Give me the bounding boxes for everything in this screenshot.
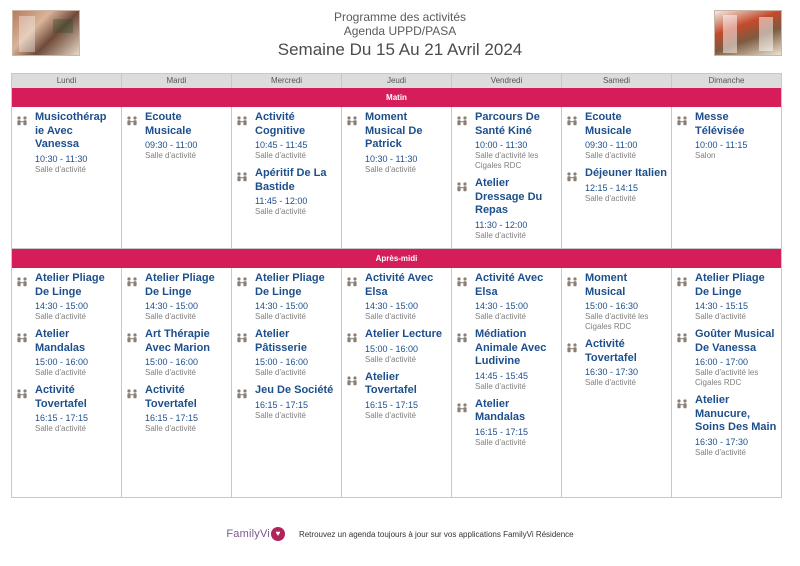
activity-location: Salle d'activité	[585, 193, 636, 203]
activity-item[interactable]	[126, 384, 227, 434]
day-cell	[122, 107, 232, 248]
activity-item[interactable]	[236, 328, 337, 378]
page-header	[150, 10, 650, 61]
activity-item[interactable]	[566, 167, 667, 204]
day-cell	[232, 107, 342, 248]
day-cell	[342, 107, 452, 248]
day-header: Dimanche	[708, 76, 745, 85]
day-cell	[452, 268, 562, 497]
activity-time: 15:00 - 16:00	[255, 357, 309, 367]
activity-title: Activité Cognitive	[255, 111, 306, 137]
people-group-icon	[566, 340, 578, 350]
activity-location: Salle d'activité	[145, 368, 196, 377]
day-cell	[562, 268, 672, 497]
people-group-icon	[346, 113, 358, 123]
people-group-icon	[126, 330, 138, 340]
activity-time: 10:30 - 11:30	[365, 153, 418, 164]
activity-location: Salle d'activité	[35, 368, 86, 377]
people-group-icon	[236, 113, 248, 123]
activity-location: Salle d'activité	[145, 312, 196, 321]
activity-title: Ecoute Musicale	[585, 111, 632, 137]
day-cell	[232, 268, 342, 497]
activity-item[interactable]	[126, 328, 227, 378]
familyvi-logo	[226, 527, 285, 541]
activity-location: Salle d'activité	[255, 410, 306, 420]
activity-time: 11:30 - 12:00	[475, 219, 528, 230]
activity-time: 11:45 - 12:00	[255, 196, 308, 206]
activity-title: Déjeuner Italien	[585, 167, 667, 179]
activity-location: Salle d'activité	[585, 151, 636, 160]
activity-title: Atelier Pliage De Linge	[255, 272, 325, 298]
people-group-icon	[16, 330, 28, 340]
people-group-icon	[236, 169, 248, 179]
day-cell	[122, 268, 232, 497]
activity-item[interactable]	[236, 384, 337, 421]
agenda-subtitle: Agenda UPPD/PASA	[343, 24, 457, 38]
activity-time: 16:15 - 17:15	[475, 426, 529, 437]
people-group-icon	[126, 386, 138, 396]
activity-item[interactable]	[16, 272, 117, 322]
activity-location: Salle d'activité les Cigales RDC	[585, 312, 649, 331]
people-group-icon	[456, 330, 468, 340]
activity-location: Salle d'activité	[145, 151, 196, 160]
day-cell	[562, 107, 672, 248]
activity-item[interactable]	[456, 328, 557, 392]
people-group-icon	[126, 274, 138, 284]
activity-title: Atelier Mandalas	[475, 397, 526, 423]
activity-time: 16:30 - 17:30	[695, 436, 749, 447]
activity-title: Art Thérapie Avec Marion	[145, 328, 211, 354]
activity-title: Atelier Tovertafel	[365, 370, 417, 396]
day-cell	[672, 268, 781, 497]
people-group-icon	[676, 113, 688, 123]
activity-title: Activité Tovertafel	[585, 338, 637, 364]
day-cell	[12, 107, 122, 248]
activity-title: Atelier Pâtisserie	[255, 328, 307, 354]
activity-time: 15:00 - 16:00	[365, 343, 419, 354]
activity-time: 14:30 - 15:00	[365, 301, 419, 311]
activity-item[interactable]	[456, 177, 557, 241]
activity-title: Parcours De Santé Kiné	[475, 111, 540, 137]
activity-time: 14:30 - 15:15	[695, 301, 749, 311]
activity-location: Salle d'activité les Cigales RDC	[475, 151, 539, 170]
activity-item[interactable]	[456, 111, 557, 171]
activity-title: Messe Télévisée	[695, 111, 745, 137]
activity-time: 14:30 - 15:00	[35, 301, 89, 311]
people-group-icon	[676, 274, 688, 284]
activity-title: Moment Musical	[585, 272, 628, 298]
activity-time: 15:00 - 16:30	[585, 301, 639, 311]
activity-location: Salle d'activité	[475, 312, 526, 321]
people-group-icon	[126, 113, 138, 123]
activity-location: Salle d'activité	[255, 151, 306, 160]
day-cell	[12, 268, 122, 497]
activity-location: Salle d'activité	[35, 164, 86, 174]
activity-item[interactable]	[346, 328, 447, 365]
program-title: Programme des activités	[333, 10, 467, 24]
activity-item[interactable]	[236, 167, 337, 217]
activity-item[interactable]	[16, 111, 117, 175]
week-title: Semaine Du 15 Au 21 Avril 2024	[277, 40, 523, 59]
activity-time: 10:00 - 11:15	[695, 140, 748, 150]
activity-title: Goûter Musical De Vanessa	[695, 328, 775, 354]
people-group-icon	[236, 386, 248, 396]
people-group-icon	[456, 400, 468, 410]
activity-item[interactable]	[126, 272, 227, 322]
activity-time: 16:15 - 17:15	[145, 413, 199, 423]
activity-time: 15:00 - 16:00	[35, 357, 89, 367]
activity-time: 10:00 - 11:30	[475, 140, 528, 150]
people-group-icon	[676, 330, 688, 340]
activity-time: 10:30 - 11:30	[35, 153, 88, 164]
activity-title: Activité Avec Elsa	[365, 272, 434, 298]
activity-item[interactable]	[16, 328, 117, 378]
activity-time: 15:00 - 16:00	[145, 357, 199, 367]
activity-title: Atelier Manucure, Soins Des Main	[695, 394, 777, 433]
activity-time: 16:00 - 17:00	[695, 357, 749, 367]
heart-logo-icon: ♥	[271, 527, 285, 541]
activity-time: 16:15 - 17:15	[365, 399, 419, 410]
activity-location: Salon	[695, 151, 716, 160]
day-header: Vendredi	[452, 74, 562, 88]
residence-photo-right	[714, 10, 782, 56]
activity-time: 09:30 - 11:00	[585, 140, 638, 150]
activity-location: Salle d'activité	[365, 164, 416, 174]
activity-title: Activité Tovertafel	[145, 384, 197, 410]
activity-item[interactable]	[16, 384, 117, 434]
activity-title: Activité Tovertafel	[35, 384, 87, 410]
activity-time: 10:45 - 11:45	[255, 140, 308, 150]
activity-title: Ecoute Musicale	[145, 111, 192, 137]
page-footer	[0, 527, 800, 541]
activity-title: Atelier Pliage De Linge	[695, 272, 765, 298]
activity-title: Activité Avec Elsa	[475, 272, 544, 298]
people-group-icon	[346, 373, 358, 383]
activity-item[interactable]	[456, 272, 557, 322]
activity-location: Salle d'activité	[475, 381, 526, 391]
activity-title: Musicothérap ie Avec Vanessa	[35, 111, 107, 150]
activity-item[interactable]	[566, 272, 667, 332]
morning-row	[12, 107, 781, 249]
people-group-icon	[236, 274, 248, 284]
day-cell	[342, 268, 452, 497]
day-header: Mercredi	[232, 74, 342, 88]
day-header: Samedi	[562, 74, 672, 88]
people-group-icon	[16, 113, 28, 123]
day-cell	[452, 107, 562, 248]
activity-time: 16:15 - 17:15	[255, 399, 309, 410]
activity-title: Atelier Pliage De Linge	[145, 272, 215, 298]
activity-time: 16:15 - 17:15	[35, 413, 89, 423]
people-group-icon	[456, 179, 468, 189]
footer-message: Retrouvez un agenda toujours à jour sur vos applications FamilyVi Résidence	[298, 529, 574, 539]
activity-location: Salle d'activité	[35, 424, 86, 433]
activity-location: Salle d'activité	[255, 368, 306, 377]
activity-item[interactable]	[346, 272, 447, 322]
activity-item[interactable]	[676, 394, 777, 458]
activity-title: Atelier Mandalas	[35, 328, 86, 354]
people-group-icon	[346, 330, 358, 340]
activity-item[interactable]	[126, 111, 227, 161]
people-group-icon	[236, 330, 248, 340]
activity-item[interactable]	[676, 328, 777, 388]
activity-title: Atelier Pliage De Linge	[35, 272, 105, 298]
activity-location: Salle d'activité	[255, 207, 306, 216]
activity-location: Salle d'activité	[585, 378, 636, 387]
activity-location: Salle d'activité	[475, 230, 526, 240]
afternoon-row	[12, 268, 781, 497]
activity-title: Atelier Lecture	[365, 328, 443, 340]
people-group-icon	[566, 169, 578, 179]
activity-location: Salle d'activité	[365, 354, 416, 364]
residence-photo-left	[12, 10, 80, 56]
activity-item[interactable]	[566, 338, 667, 388]
people-group-icon	[456, 274, 468, 284]
activity-time: 14:30 - 15:00	[145, 301, 199, 311]
day-header: Jeudi	[342, 74, 452, 88]
logo-text: FamilyVi	[226, 528, 270, 540]
activity-location: Salle d'activité	[35, 312, 86, 321]
day-header-row	[12, 74, 781, 88]
activity-time: 14:30 - 15:00	[475, 301, 529, 311]
activity-time: 14:30 - 15:00	[255, 301, 309, 311]
activity-item[interactable]	[236, 111, 337, 161]
activity-title: Moment Musical De Patrick	[365, 111, 423, 150]
people-group-icon	[16, 274, 28, 284]
activity-time: 16:30 - 17:30	[585, 367, 639, 377]
activity-title: Jeu De Société	[255, 384, 334, 396]
activity-location: Salle d'activité	[255, 312, 306, 321]
activity-item[interactable]	[566, 111, 667, 161]
activity-location: Salle d'activité	[145, 424, 196, 433]
activity-title: Médiation Animale Avec Ludivine	[475, 328, 547, 367]
activity-location: Salle d'activité	[695, 447, 746, 457]
weekly-schedule-grid	[11, 73, 782, 498]
activity-time: 12:15 - 14:15	[585, 182, 639, 193]
activity-title: Apéritif De La Bastide	[255, 167, 327, 193]
section-band-morning: Matin	[12, 88, 781, 107]
activity-location: Salle d'activité les Cigales RDC	[695, 368, 759, 387]
activity-item[interactable]	[676, 111, 777, 161]
people-group-icon	[16, 386, 28, 396]
activity-item[interactable]	[456, 398, 557, 448]
activity-title: Atelier Dressage Du Repas	[475, 177, 543, 216]
section-band-afternoon: Après-midi	[12, 249, 781, 268]
activity-location: Salle d'activité	[365, 410, 416, 420]
activity-item[interactable]	[236, 272, 337, 322]
day-header: Lundi	[12, 74, 122, 88]
activity-item[interactable]	[346, 111, 447, 175]
people-group-icon	[676, 396, 688, 406]
activity-location: Salle d'activité	[475, 437, 526, 447]
activity-time: 09:30 - 11:00	[145, 140, 198, 150]
activity-location: Salle d'activité	[695, 312, 746, 321]
day-header: Mardi	[122, 74, 232, 88]
day-cell	[672, 107, 781, 248]
activity-time: 14:45 - 15:45	[475, 370, 529, 381]
people-group-icon	[346, 274, 358, 284]
activity-location: Salle d'activité	[365, 312, 416, 321]
people-group-icon	[566, 113, 578, 123]
people-group-icon	[566, 274, 578, 284]
people-group-icon	[456, 113, 468, 123]
activity-item[interactable]	[676, 272, 777, 322]
activity-item[interactable]	[346, 371, 447, 421]
